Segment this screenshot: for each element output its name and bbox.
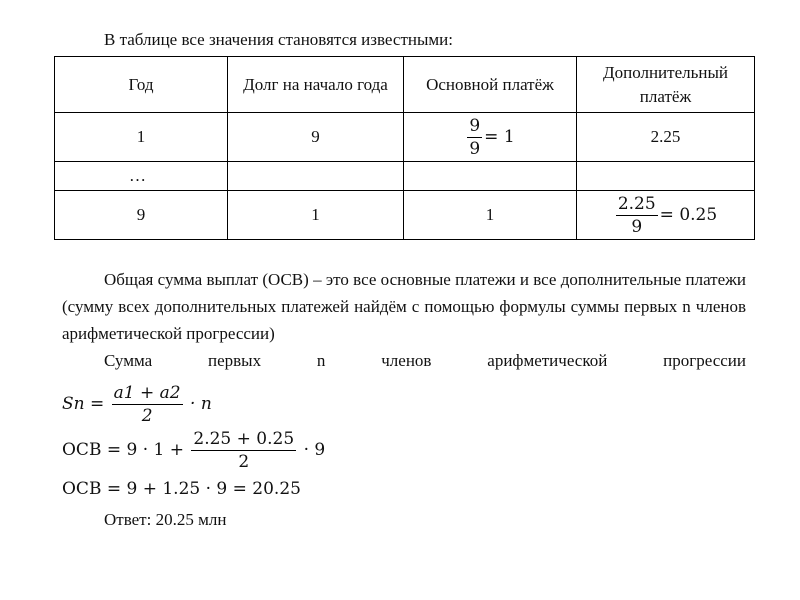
paragraph-total-payments: Общая сумма выплат (ОСВ) – это все основные платежи и все дополнительные платежи (сумму всех дополнительных платежей найдём с помощью формулы суммы первых n членов арифметической прогрессии) (62, 270, 746, 343)
cell-year: 1 (55, 113, 228, 162)
paragraph-sum-formula-intro: Сумма первых n членов арифметической прогрессии (104, 351, 746, 370)
formula-osb-step1: ОСВ = 9 · 1 + $\frac{2.25 + 0.25}{2}$ · 9 (62, 429, 326, 472)
cell-debt: 1 (228, 191, 404, 240)
table-row (55, 191, 755, 240)
formula-osb-step2: ОСВ = 9 + 1.25 · 9 = 20.25 (62, 479, 301, 499)
table-row (55, 113, 755, 162)
header-debt: Долг на начало года (228, 57, 404, 113)
cell-debt (228, 162, 404, 191)
cell-year: … (55, 162, 228, 191)
fraction: $\frac{a1 + a2}{2}$ (113, 383, 181, 426)
header-extra-payment: Дополнительный платёж (577, 57, 755, 113)
formula-sn: Sn = $\frac{a1 + a2}{2}$ · n (62, 383, 212, 426)
cell-extra-payment: $\frac{2.25}{9}$ = 0.25 (577, 191, 755, 240)
cell-extra-payment (577, 162, 755, 191)
table-header-row (55, 57, 755, 113)
fraction: $\frac{9}{9}$ (469, 115, 481, 159)
answer-text: Ответ: 20.25 млн (104, 510, 227, 529)
cell-debt: 9 (228, 113, 404, 162)
cell-main-payment: 1 (404, 191, 577, 240)
table-row (55, 162, 755, 191)
cell-main-payment: $\frac{9}{9}$ = 1 (404, 113, 577, 162)
cell-extra-payment: 2.25 (577, 113, 755, 162)
header-main-payment: Основной платёж (404, 57, 577, 113)
cell-main-payment (404, 162, 577, 191)
header-year: Год (55, 57, 228, 113)
payments-table (54, 56, 755, 240)
cell-year: 9 (55, 191, 228, 240)
intro-text: В таблице все значения становятся известными: (104, 30, 453, 49)
fraction: $\frac{2.25 + 0.25}{2}$ (193, 429, 295, 472)
fraction: $\frac{2.25}{9}$ (617, 193, 656, 237)
